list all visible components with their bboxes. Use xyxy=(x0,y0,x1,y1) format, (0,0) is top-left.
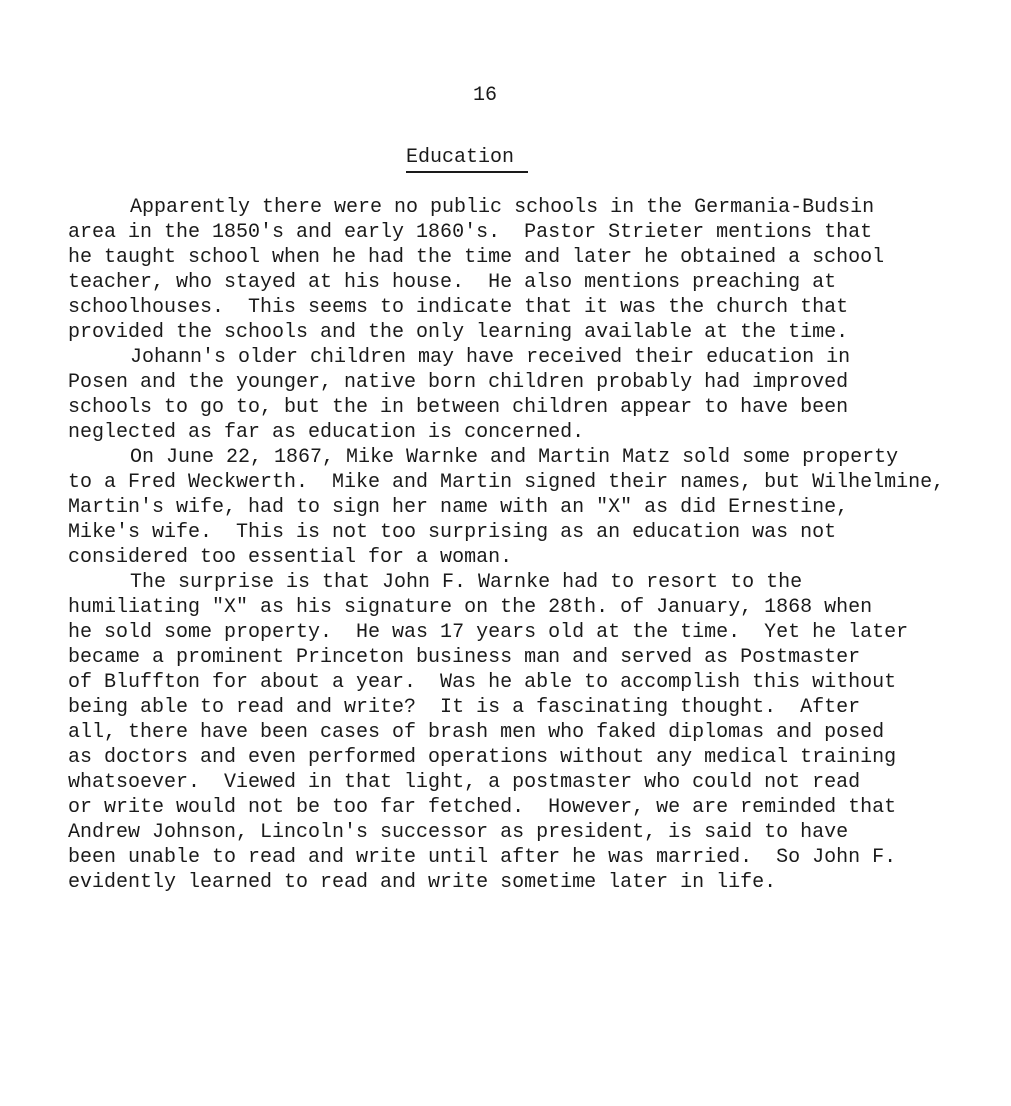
text-line: been unable to read and write until after he was married. So John F. xyxy=(68,846,897,869)
section-title: Education xyxy=(406,145,528,173)
text-line: The surprise is that John F. Warnke had to resort to the xyxy=(130,571,803,594)
text-line: he taught school when he had the time and later he obtained a school xyxy=(68,246,885,269)
text-line: to a Fred Weckwerth. Mike and Martin signed their names, but Wilhelmine, xyxy=(68,471,945,494)
text-line: all, there have been cases of brash men who faked diplomas and posed xyxy=(68,721,885,744)
text-line: humiliating "X" as his signature on the 28th. of January, 1868 when xyxy=(68,596,873,619)
text-line: became a prominent Princeton business man and served as Postmaster xyxy=(68,646,861,669)
text-line: considered too essential for a woman. xyxy=(68,546,513,569)
text-line: schoolhouses. This seems to indicate that it was the church that xyxy=(68,296,849,319)
text-line: evidently learned to read and write sometime later in life. xyxy=(68,871,777,894)
text-line: as doctors and even performed operations without any medical training xyxy=(68,746,897,769)
text-line: Andrew Johnson, Lincoln's successor as president, is said to have xyxy=(68,821,849,844)
body-text xyxy=(68,195,998,895)
text-line: provided the schools and the only learning available at the time. xyxy=(68,321,849,344)
text-line: area in the 1850's and early 1860's. Pastor Strieter mentions that xyxy=(68,221,873,244)
text-line: whatsoever. Viewed in that light, a postmaster who could not read xyxy=(68,771,861,794)
text-line: schools to go to, but the in between children appear to have been xyxy=(68,396,849,419)
text-line: Posen and the younger, native born children probably had improved xyxy=(68,371,849,394)
text-line: Martin's wife, had to sign her name with an "X" as did Ernestine, xyxy=(68,496,849,519)
text-line: On June 22, 1867, Mike Warnke and Martin Matz sold some property xyxy=(130,446,899,469)
text-line: of Bluffton for about a year. Was he able to accomplish this without xyxy=(68,671,897,694)
text-line: Mike's wife. This is not too surprising as an education was not xyxy=(68,521,837,544)
text-line: or write would not be too far fetched. However, we are reminded that xyxy=(68,796,897,819)
text-line: he sold some property. He was 17 years old at the time. Yet he later xyxy=(68,621,909,644)
text-line: Johann's older children may have received their education in xyxy=(130,346,851,369)
text-line: neglected as far as education is concerned. xyxy=(68,421,585,444)
text-line: being able to read and write? It is a fascinating thought. After xyxy=(68,696,861,719)
text-line: Apparently there were no public schools in the Germania-Budsin xyxy=(130,196,875,219)
page-number: 16 xyxy=(472,84,497,107)
text-line: teacher, who stayed at his house. He also mentions preaching at xyxy=(68,271,837,294)
